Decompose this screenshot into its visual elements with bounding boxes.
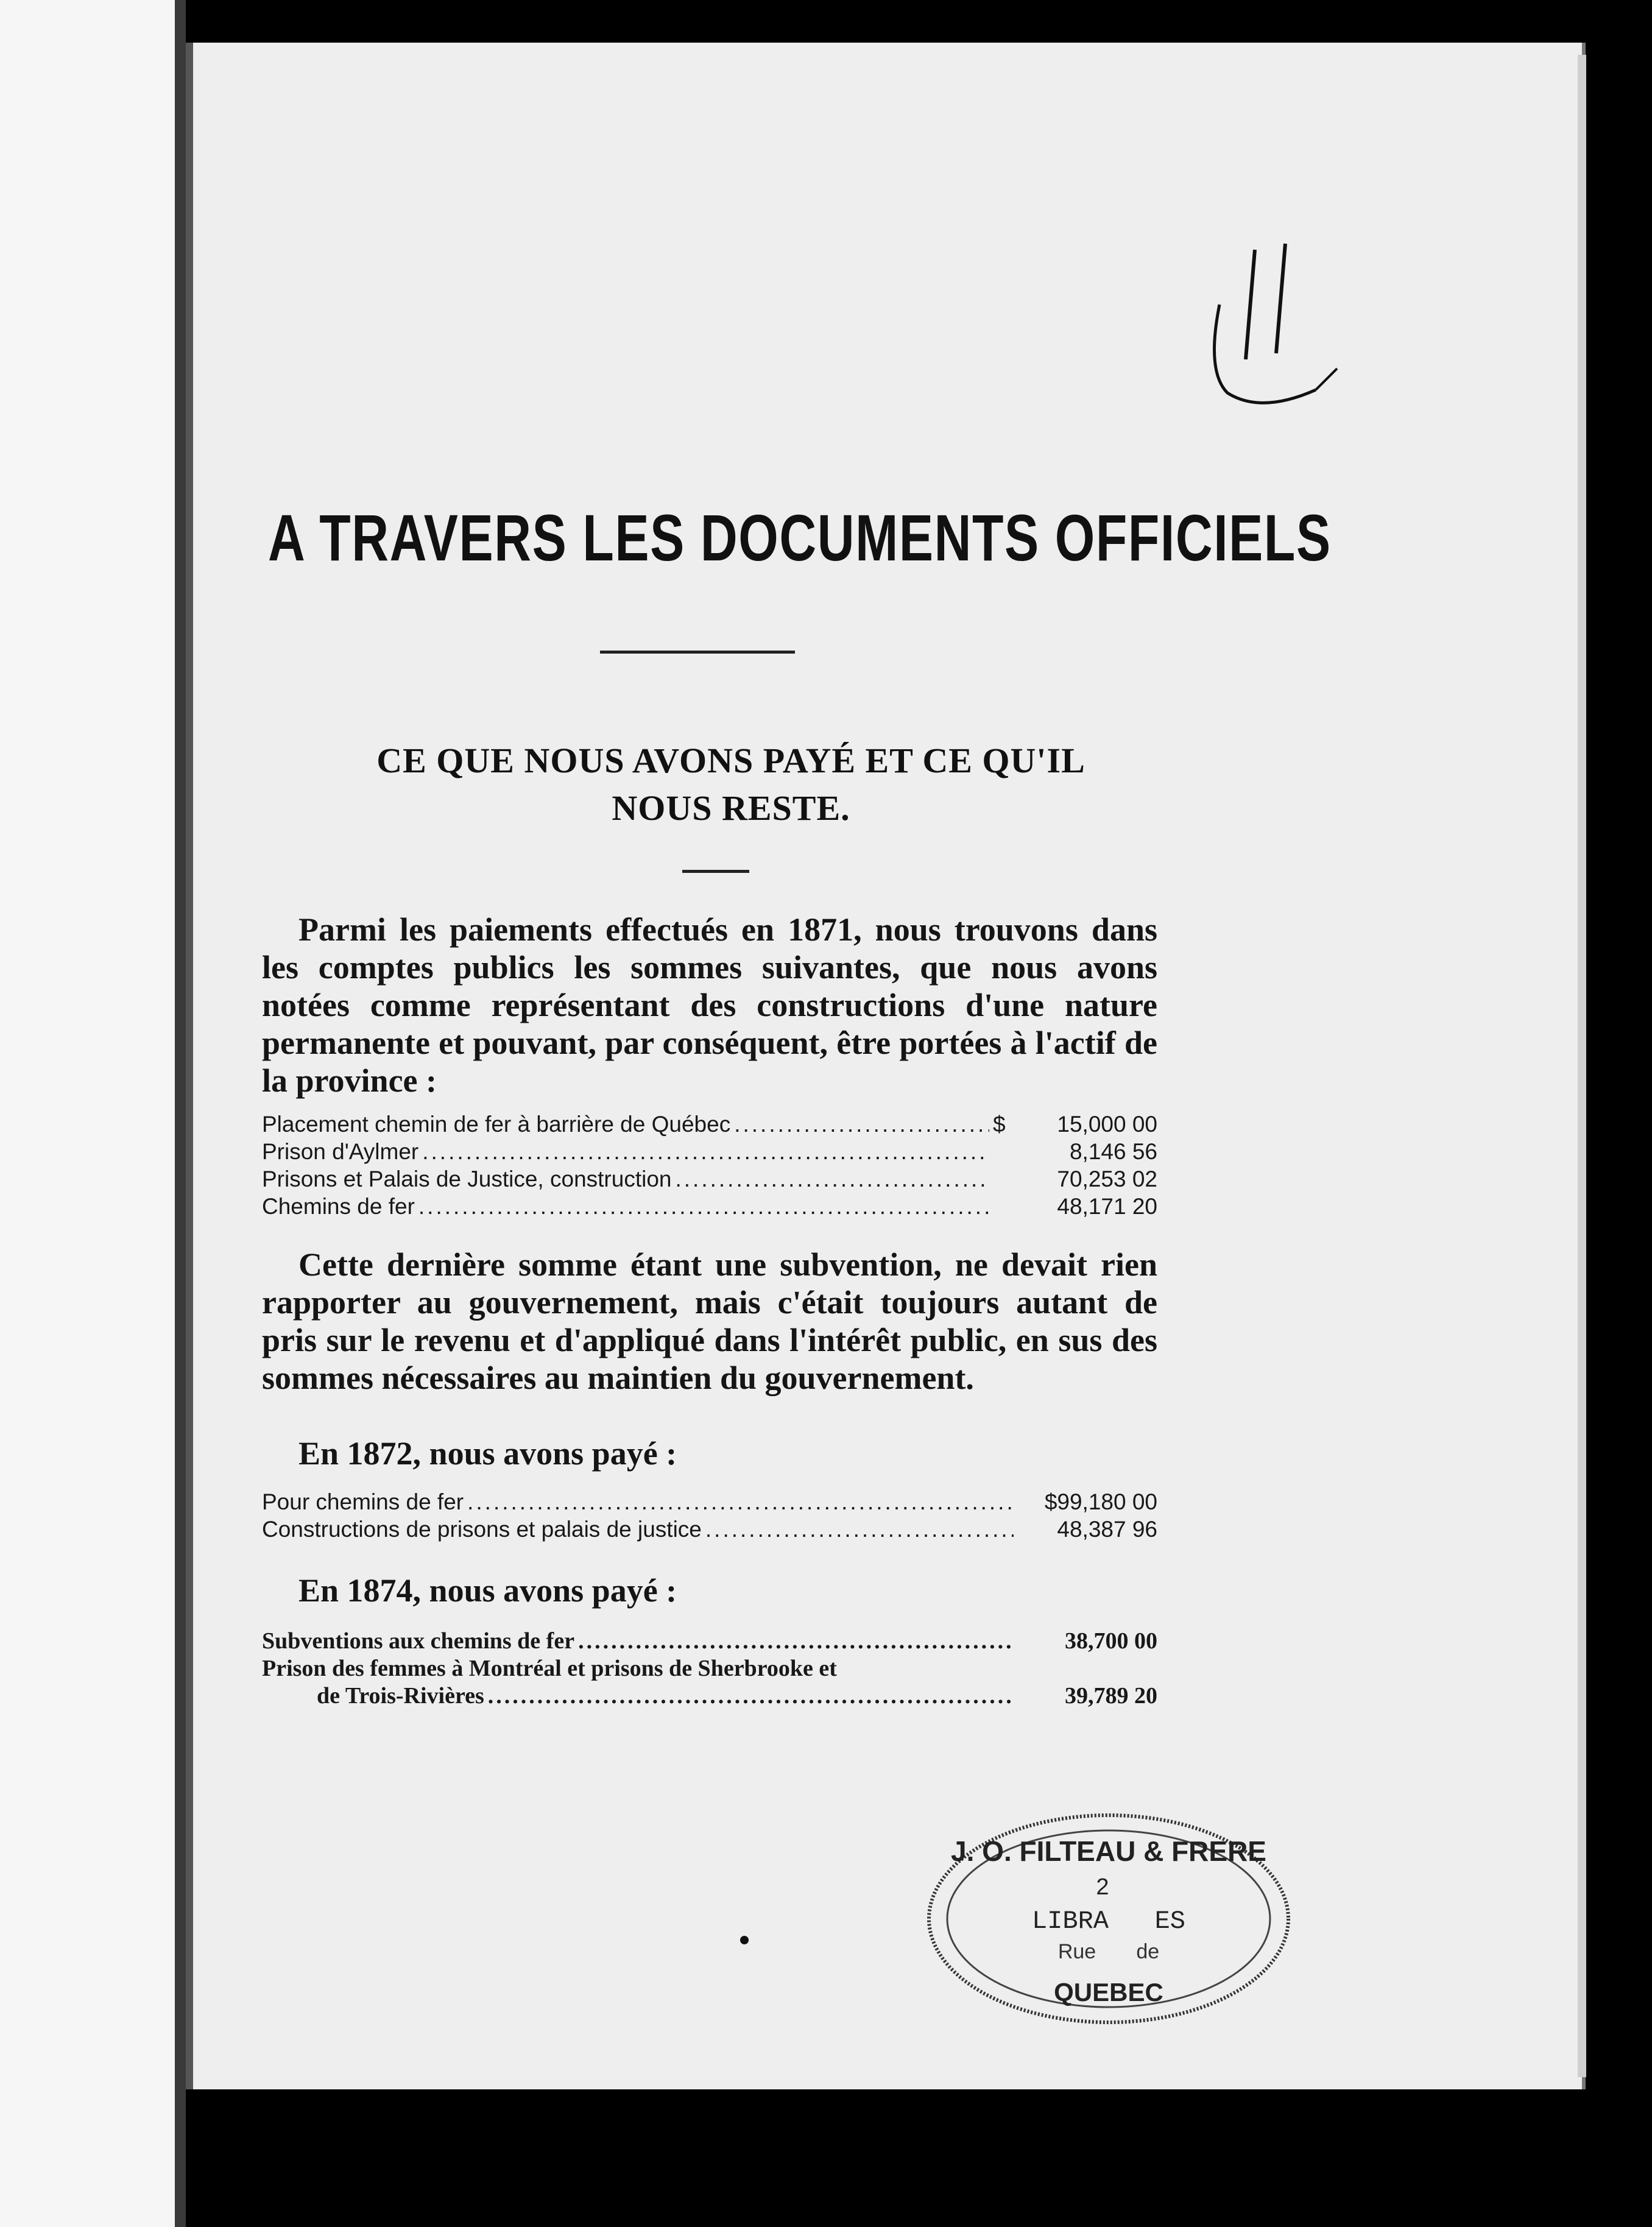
subtitle-line-1: CE QUE NOUS AVONS PAYÉ ET CE QU'IL — [376, 741, 1085, 780]
section-subtitle — [305, 737, 1157, 832]
ledger-amount: 48,387 96 — [1057, 1517, 1157, 1542]
ledger-amount: 39,789 20 — [1065, 1683, 1157, 1709]
title-rule — [600, 651, 795, 654]
ledger-label: Prisons et Palais de Justice, construction — [262, 1166, 672, 1191]
facing-page — [0, 0, 186, 2227]
ledger-amount: 38,700 00 — [1065, 1628, 1157, 1654]
ledger-label: Prison des femmes à Montréal et prisons de Sherbrooke et — [262, 1656, 837, 1681]
currency-sign: $ — [993, 1112, 1006, 1137]
leader-dots — [467, 1489, 1014, 1515]
subvention-paragraph: Cette dernière somme étant une subvention, ne devait rien rapporter au gouvernement, mais c'était toujours autant de pris sur le revenu et d'appliqué dans l'intérêt public, en sus des sommes nécessaires au maintien du gouvernement. — [262, 1246, 1157, 1396]
stamp-line-2: 2 — [1096, 1874, 1109, 1900]
ledger-amount: 8,146 56 — [1069, 1139, 1157, 1164]
leader-dots — [676, 1166, 990, 1192]
ledger-row — [262, 1139, 1157, 1166]
ledger-amount: 70,253 02 — [1057, 1166, 1157, 1191]
stamp-line-1: J. O. FILTEAU & FRERE — [951, 1835, 1266, 1867]
ledger-label: Prison d'Aylmer — [262, 1139, 419, 1164]
ledger-1872 — [262, 1489, 1157, 1544]
ledger-row — [262, 1489, 1157, 1517]
ledger-amount: 48,171 20 — [1057, 1194, 1157, 1219]
subtitle-line-2: NOUS RESTE. — [612, 788, 850, 828]
page-edge — [1578, 55, 1586, 2077]
stamp-line-3: LIBRA ES — [1031, 1907, 1186, 1936]
page-title: A TRAVERS LES DOCUMENTS OFFICIELS — [268, 501, 1332, 574]
subtitle-rule — [682, 870, 749, 873]
ledger-label: de Trois-Rivières — [317, 1683, 484, 1709]
leader-dots — [705, 1517, 1014, 1542]
stamp-line-5: QUEBEC — [1054, 1978, 1163, 2006]
leader-dots — [488, 1682, 1014, 1709]
ledger-row — [262, 1682, 1157, 1710]
page-speck — [740, 1936, 749, 1944]
ledger-label: Pour chemins de fer — [262, 1489, 464, 1514]
heading-1874: En 1874, nous avons payé : — [298, 1572, 677, 1609]
leader-dots — [578, 1628, 1014, 1654]
bookseller-stamp — [920, 1803, 1297, 2035]
leader-dots — [418, 1194, 989, 1219]
ledger-1871 — [262, 1112, 1157, 1221]
ledger-row — [262, 1628, 1157, 1655]
ledger-row — [262, 1166, 1157, 1194]
book-gutter — [175, 0, 186, 2227]
ledger-row — [262, 1112, 1157, 1139]
ledger-row — [262, 1194, 1157, 1221]
stamp-line-4: Rue de — [1057, 1940, 1160, 1963]
ledger-label: Placement chemin de fer à barrière de Québec — [262, 1112, 731, 1137]
ledger-label: Subventions aux chemins de fer — [262, 1628, 575, 1654]
ledger-row — [262, 1655, 1157, 1682]
ledger-amount: 15,000 00 — [1057, 1112, 1157, 1137]
ledger-label: Chemins de fer — [262, 1194, 415, 1219]
heading-1872: En 1872, nous avons payé : — [298, 1435, 677, 1472]
intro-paragraph: Parmi les paiements effectués en 1871, nous trouvons dans les comptes publics les sommes suivantes, que nous avons notées comme représentant des constructions d'une nature permanente et pouvant, par conséquent, être portées à l'actif de la province : — [262, 911, 1157, 1099]
leader-dots — [422, 1139, 989, 1165]
ledger-label: Constructions de prisons et palais de justice — [262, 1517, 702, 1542]
ledger-amount: $99,180 00 — [1044, 1489, 1157, 1514]
handwritten-folio-mark — [1194, 238, 1352, 420]
ledger-row — [262, 1517, 1157, 1544]
ledger-1874 — [262, 1628, 1157, 1710]
leader-dots — [734, 1112, 989, 1137]
